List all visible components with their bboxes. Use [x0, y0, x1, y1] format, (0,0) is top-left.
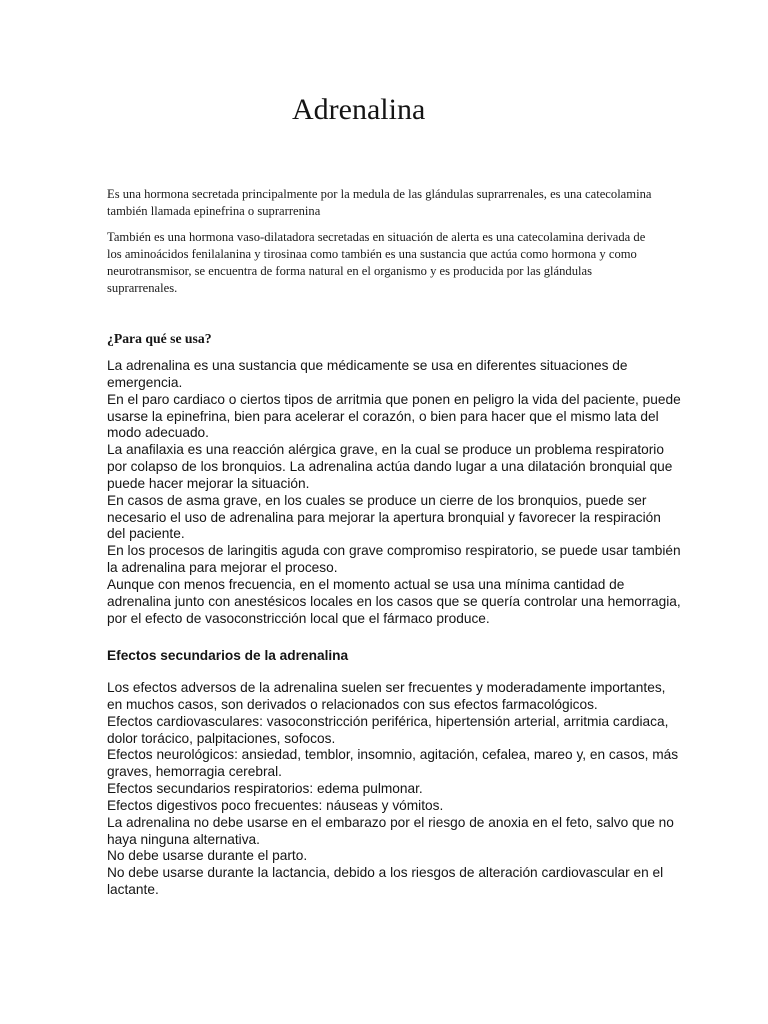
paragraph	[107, 543, 681, 577]
text-line: No debe usarse durante el parto.	[107, 848, 308, 864]
text-line: La anafilaxia es una reacción alérgica grave, en la cual se produce un problema respiratorio	[107, 442, 664, 458]
paragraph	[107, 493, 681, 544]
paragraph	[107, 714, 678, 748]
text-line: Efectos secundarios respiratorios: edema pulmonar.	[107, 781, 423, 797]
paragraph	[107, 798, 678, 815]
text-line: los aminoácidos fenilalanina y tirosinaa como también es una sustancia que actúa como hormona y como	[107, 247, 637, 262]
text-line: lactante.	[107, 882, 159, 898]
text-line: neurotransmisor, se encuentra de forma natural en el organismo y es producida por las glándulas	[107, 263, 593, 278]
paragraph	[107, 442, 681, 493]
text-line: haya ninguna alternativa.	[107, 831, 260, 847]
text-line: Es una hormona secretada principalmente por la medula de las glándulas suprarrenales, es una catecolamina	[107, 187, 652, 201]
text-line: del paciente.	[107, 526, 185, 542]
text-line: En los procesos de laringitis aguda con grave compromiso respiratorio, se puede usar también	[107, 543, 681, 559]
paragraph	[107, 815, 678, 849]
intro-paragraph-definition	[107, 186, 651, 219]
paragraph	[107, 781, 678, 798]
paragraph	[107, 358, 681, 392]
text-line: por colapso de los bronquios. La adrenalina actúa dando lugar a una dilatación bronquial que	[107, 459, 673, 475]
text-line: adrenalina junto con anestésicos locales en los casos que se quería controlar una hemorragia,	[107, 593, 681, 609]
paragraph	[107, 747, 678, 781]
text-line: La adrenalina no debe usarse en el embarazo por el riesgo de anoxia en el feto, salvo que no	[107, 814, 674, 830]
paragraph	[107, 848, 678, 865]
text-line: No debe usarse durante la lactancia, debido a los riesgos de alteración cardiovascular en el	[107, 865, 664, 881]
paragraph	[107, 577, 681, 628]
paragraph	[107, 392, 681, 443]
text-line: También es una hormona vaso-dilatadora secretadas en situación de alerta es una catecolamina derivada de	[107, 230, 646, 245]
uses-section-body	[107, 358, 681, 628]
text-line: Efectos cardiovasculares: vasoconstricción periférica, hipertensión arterial, arritmia cardiaca,	[107, 713, 669, 729]
text-line: suprarrenales.	[107, 280, 178, 295]
side-effects-section-body	[107, 680, 678, 899]
text-line: dolor torácico, palpitaciones, sofocos.	[107, 730, 336, 746]
document-title: Adrenalina	[292, 93, 426, 126]
text-line: Los efectos adversos de la adrenalina suelen ser frecuentes y moderadamente importantes,	[107, 680, 666, 695]
side-effects-section-heading: Efectos secundarios de la adrenalina	[107, 648, 349, 663]
text-line: por el efecto de vasoconstricción local que el fármaco produce.	[107, 610, 490, 626]
text-line: Aunque con menos frecuencia, en el momento actual se usa una mínima cantidad de	[107, 576, 625, 592]
text-line: también llamada epinefrina o suprarrenina	[107, 203, 321, 218]
text-line: Efectos neurológicos: ansiedad, temblor, insomnio, agitación, cefalea, mareo y, en casos, más	[107, 747, 679, 763]
text-line: puede hacer mejorar la situación.	[107, 475, 310, 491]
paragraph	[107, 865, 678, 899]
paragraph	[107, 680, 678, 714]
text-line: emergencia.	[107, 374, 183, 390]
intro-paragraph-hormone	[107, 229, 651, 296]
text-line: Efectos digestivos poco frecuentes: náuseas y vómitos.	[107, 797, 444, 813]
text-line: graves, hemorragia cerebral.	[107, 764, 282, 780]
text-line: En casos de asma grave, en los cuales se produce un cierre de los bronquios, puede ser	[107, 492, 647, 508]
intro-section	[107, 186, 651, 306]
uses-section-heading: ¿Para qué se usa?	[107, 331, 212, 346]
text-line: En el paro cardiaco o ciertos tipos de arritmia que ponen en peligro la vida del paciente, puede	[107, 391, 681, 407]
text-line: modo adecuado.	[107, 425, 209, 441]
text-line: la adrenalina para mejorar el proceso.	[107, 560, 338, 576]
text-line: en muchos casos, son derivados o relacionados con sus efectos farmacológicos.	[107, 696, 598, 712]
text-line: La adrenalina es una sustancia que médicamente se usa en diferentes situaciones de	[107, 358, 628, 373]
text-line: usarse la epinefrina, bien para acelerar el corazón, o bien para hacer que el mismo lata del	[107, 408, 659, 424]
text-line: necesario el uso de adrenalina para mejorar la apertura bronquial y favorecer la respiración	[107, 509, 661, 525]
